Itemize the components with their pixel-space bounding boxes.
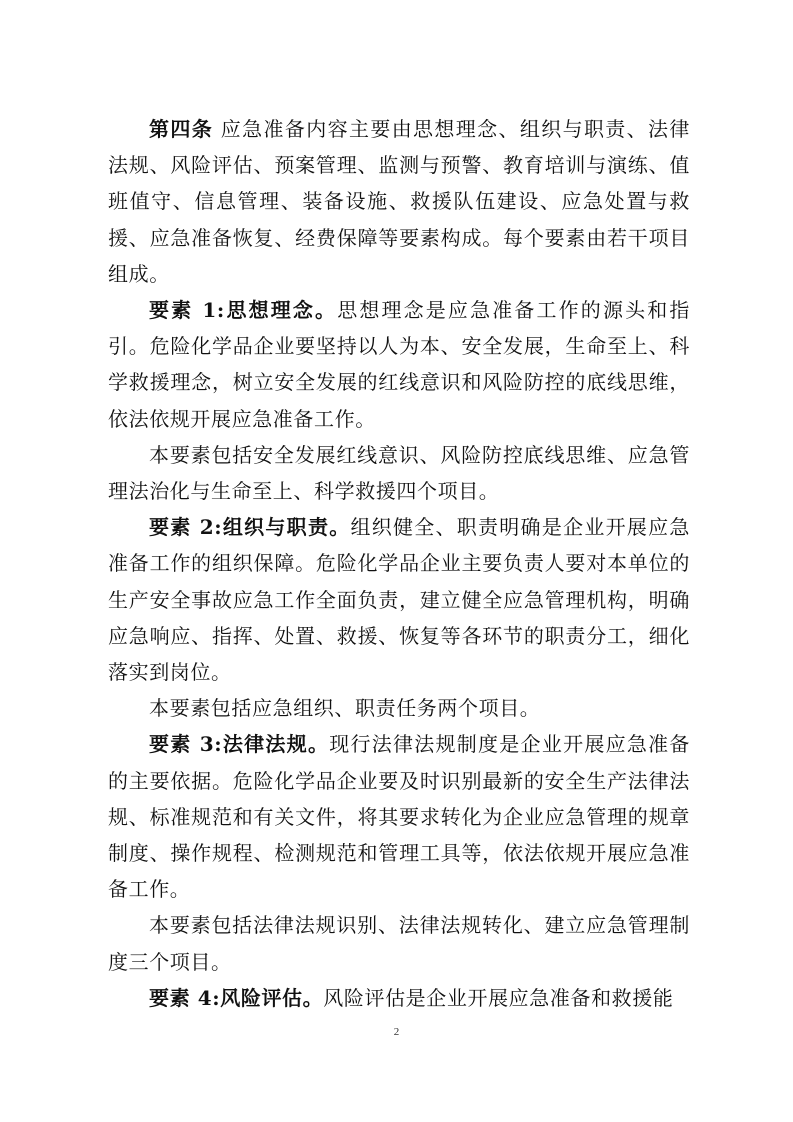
element-3-items-paragraph — [108, 907, 690, 979]
element-1-items-paragraph — [108, 437, 690, 509]
element-1-paragraph — [108, 292, 690, 437]
element-3-paragraph — [108, 726, 690, 907]
element-2-paragraph — [108, 509, 690, 690]
element-3-items-text: 本要素包括法律法规识别、法律法规转化、建立应急管理制度三个项目。 — [108, 913, 690, 974]
element-2-heading: 要素 2:组织与职责。 — [149, 515, 351, 540]
element-4-text: 风险评估是企业开展应急准备和救援能 — [323, 985, 674, 1010]
element-3-text: 现行法律法规制度是企业开展应急准备的主要依据。危险化学品企业要及时识别最新的安全生产法律法规、标准规范和有关文件，将其要求转化为企业应急管理的规章制度、操作规程、检测规范和管理工具等，依法依规开展应急准备工作。 — [108, 732, 690, 902]
element-1-heading: 要素 1:思想理念。 — [149, 298, 338, 323]
article-4-heading: 第四条 — [149, 117, 214, 141]
element-2-text: 组织健全、职责明确是企业开展应急准备工作的组织保障。危险化学品企业主要负责人要对本单位的生产安全事故应急工作全面负责，建立健全应急管理机构，明确应急响应、指挥、处置、救援、恢复等各环节的职责分工，细化落实到岗位。 — [108, 515, 690, 685]
element-1-text: 思想理念是应急准备工作的源头和指引。危险化学品企业要坚持以人为本、安全发展，生命至上、科学救援理念，树立安全发展的红线意识和风险防控的底线思维，依法依规开展应急准备工作。 — [108, 298, 690, 431]
element-3-heading: 要素 3:法律法规。 — [149, 732, 330, 757]
page-number: 2 — [393, 1026, 400, 1038]
article-4-paragraph — [108, 111, 690, 292]
document-body — [108, 111, 690, 1016]
element-4-heading: 要素 4:风险评估。 — [149, 985, 324, 1010]
element-2-items-text: 本要素包括应急组织、职责任务两个项目。 — [149, 696, 541, 721]
element-2-items-paragraph — [108, 690, 690, 726]
element-1-items-text: 本要素包括安全发展红线意识、风险防控底线思维、应急管理法治化与生命至上、科学救援四个项目。 — [108, 442, 690, 504]
element-4-paragraph — [108, 980, 690, 1016]
article-4-text: 应急准备内容主要由思想理念、组织与职责、法律法规、风险评估、预案管理、监测与预警、教育培训与演练、值班值守、信息管理、装备设施、救援队伍建设、应急处置与救援、应急准备恢复、经费保障等要素构成。每个要素由若干项目组成。 — [108, 117, 690, 286]
